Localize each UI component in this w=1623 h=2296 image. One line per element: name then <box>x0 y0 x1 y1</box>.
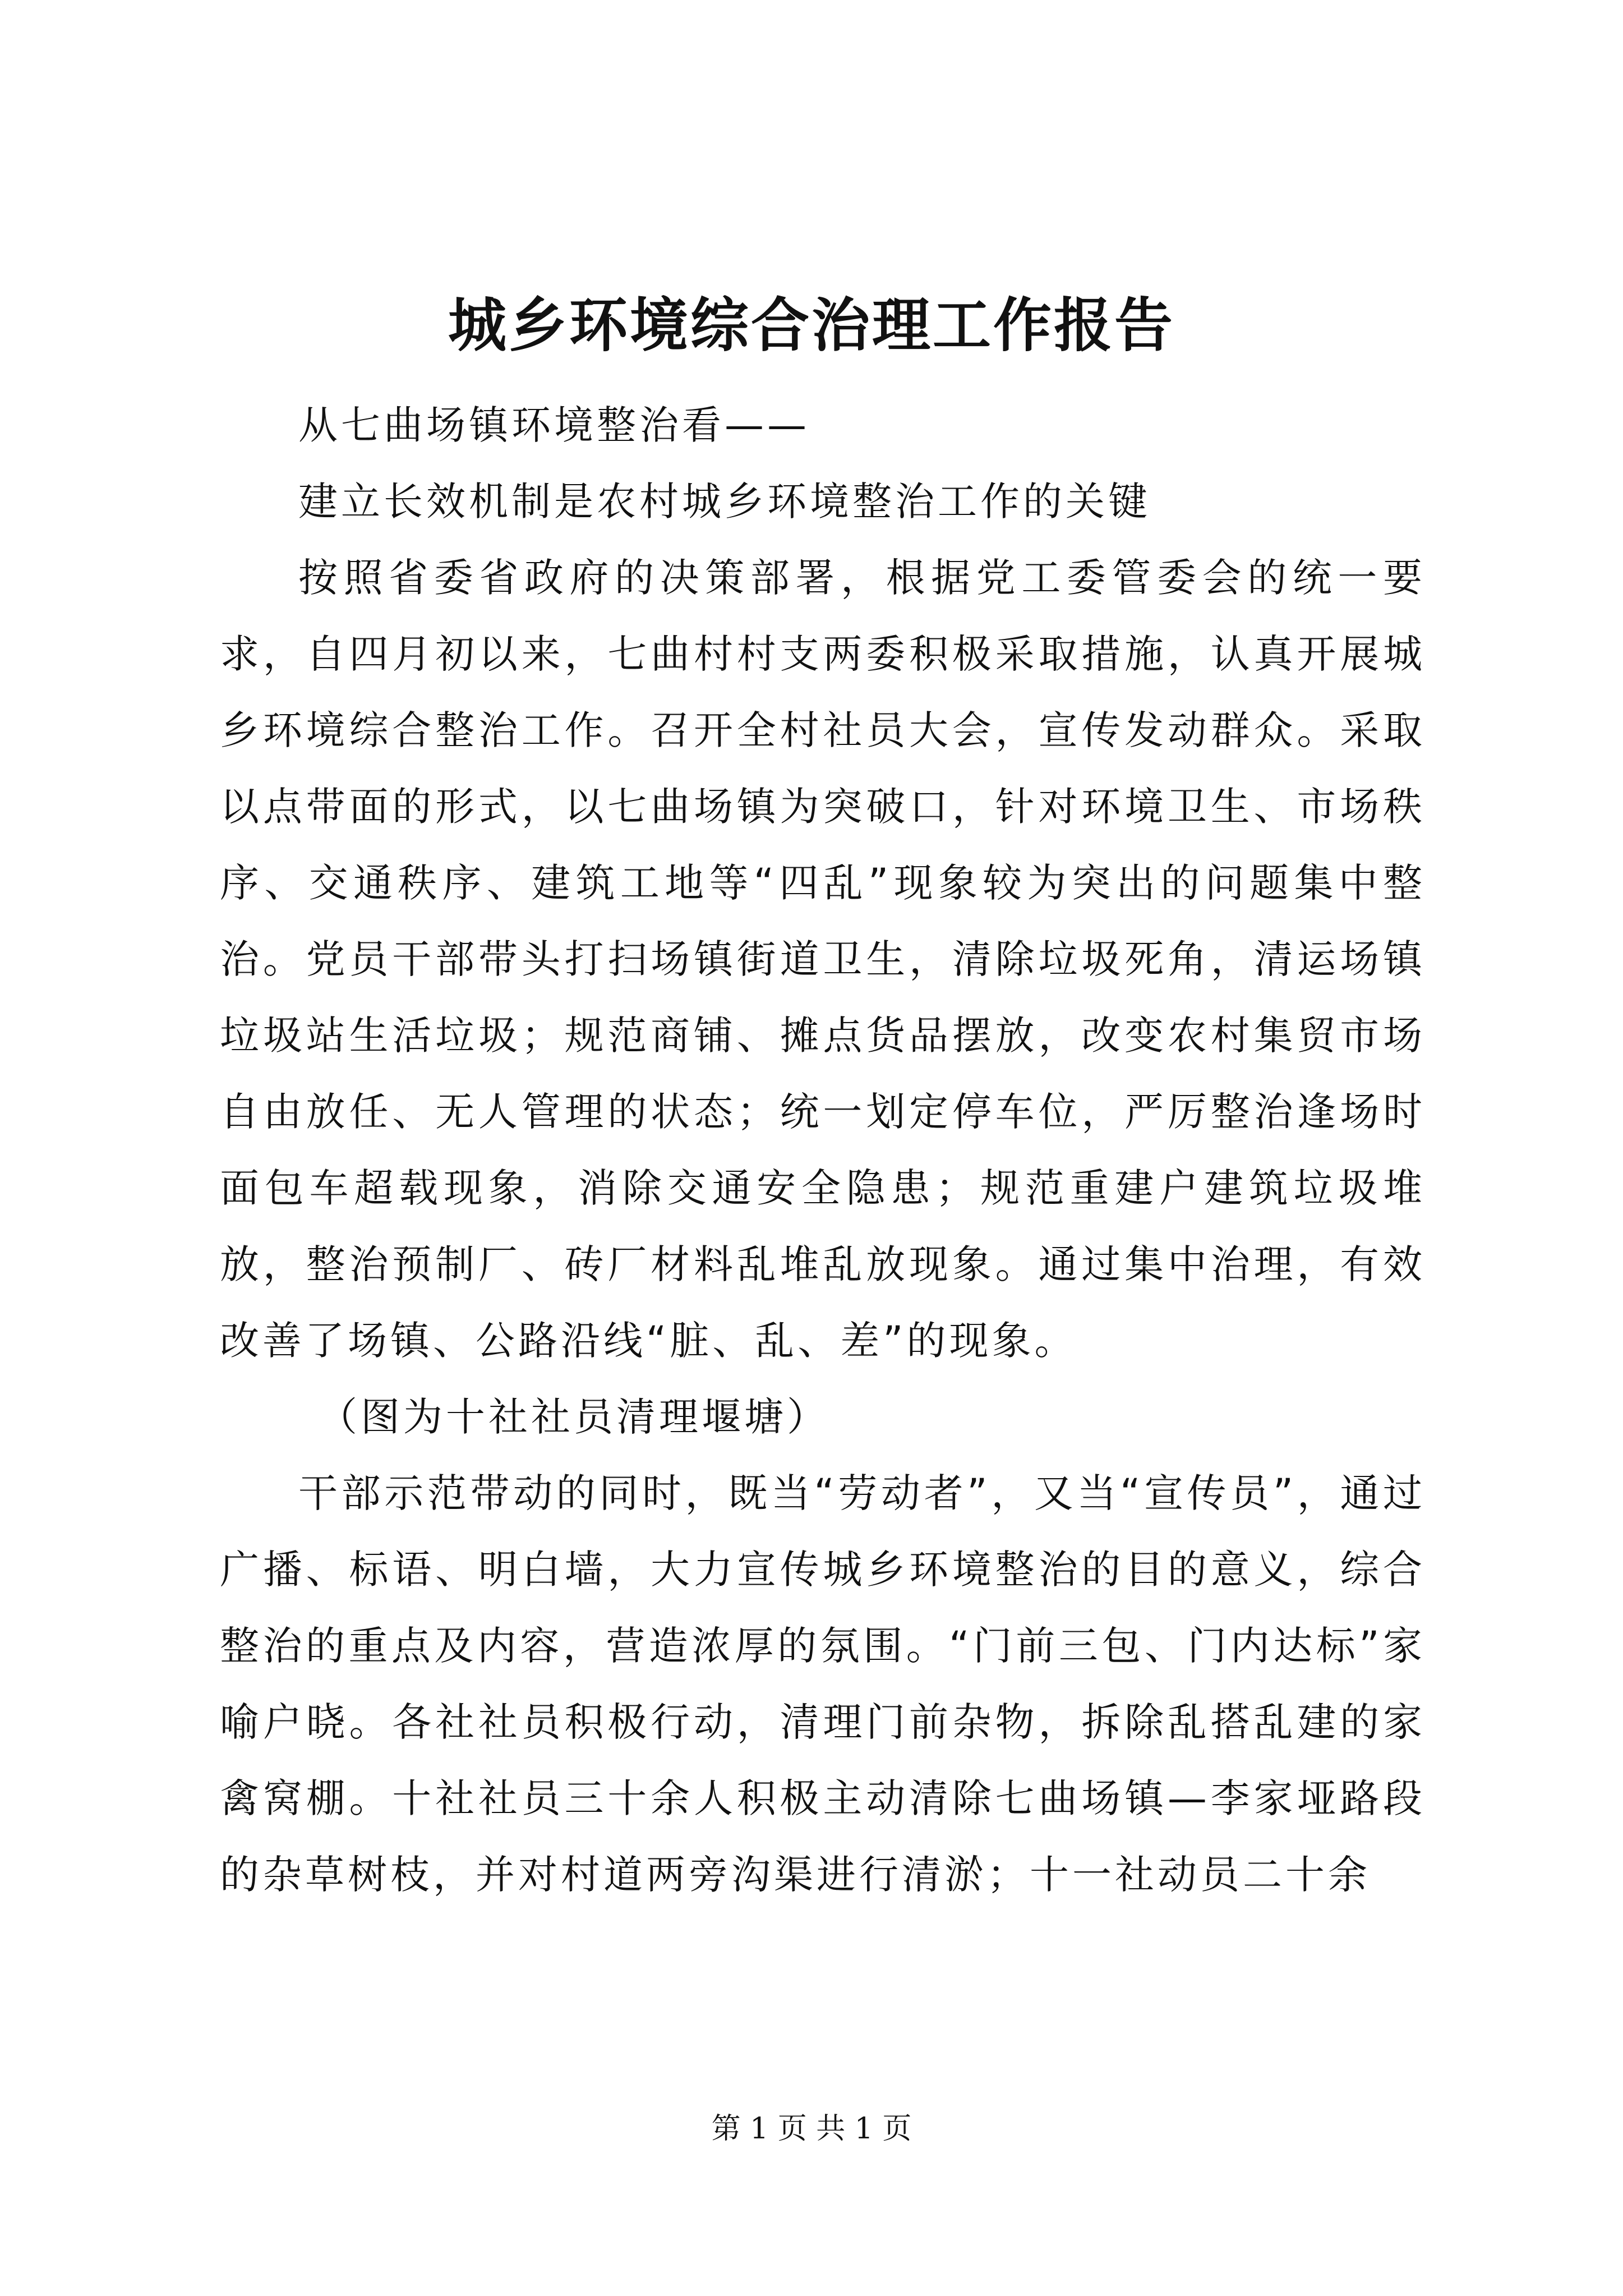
subtitle-line-2: 建立长效机制是农村城乡环境整治工作的关键 <box>298 478 1151 524</box>
subtitle-line-1: 从七曲场镇环境整治看—— <box>298 402 810 448</box>
body-paragraph-2: 干部示范带动的同时，既当“劳动者”，又当“宣传员”，通过广播、标语、明白墙，大力宣传城乡环境整治的目的意义，综合整治的重点及内容，营造浓厚的氛围。“门前三包、门内达标”家喻户晓。各社社员积极行动，清理门前杂物，拆除乱搭乱建的家禽窝棚。十社社员三十余人积极主动清除七曲场镇—李家垭路段的杂草树枝，并对村道两旁沟渠进行清淤；十一社动员二十余 <box>220 1470 1426 1898</box>
page-footer: 第 1 页 共 1 页 <box>711 2112 912 2146</box>
image-caption: （图为十社社员清理堰塘） <box>318 1394 829 1440</box>
document-title: 城乡环境综合治理工作报告 <box>448 291 1175 360</box>
document-body <box>220 387 1426 1913</box>
body-paragraph-1: 按照省委省政府的决策部署，根据党工委管委会的统一要求，自四月初以来，七曲村村支两委积极采取措施，认真开展城乡环境综合整治工作。召开全村社员大会，宣传发动群众。采取以点带面的形式，以七曲场镇为突破口，针对环境卫生、市场秩序、交通秩序、建筑工地等“四乱”现象较为突出的问题集中整治。党员干部带头打扫场镇街道卫生，清除垃圾死角，清运场镇垃圾站生活垃圾；规范商铺、摊点货品摆放，改变农村集贸市场自由放任、无人管理的状态；统一划定停车位，严厉整治逢场时面包车超载现象，消除交通安全隐患；规范重建户建筑垃圾堆放，整治预制厂、砖厂材料乱堆乱放现象。通过集中治理，有效改善了场镇、公路沿线“脏、乱、差”的现象。 <box>220 555 1426 1364</box>
